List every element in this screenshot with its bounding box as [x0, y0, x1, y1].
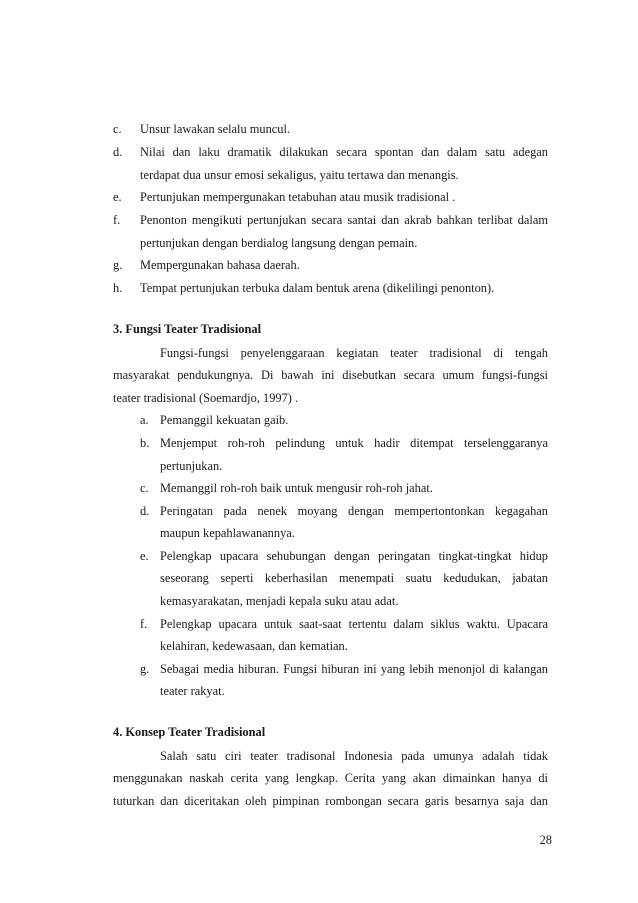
section-heading: 4. Konsep Teater Tradisional	[113, 725, 266, 739]
paragraph-line: tuturkan dan diceritakan oleh pimpinan rombongan secara garis besarnya saja dan	[113, 794, 548, 808]
list-item-text: pertunjukan dengan berdialog langsung dengan pemain.	[140, 236, 418, 250]
paragraph-line: masyarakat pendukungnya. Di bawah ini disebutkan secara umum fungsi-fungsi	[113, 368, 548, 382]
paragraph-line: Fungsi-fungsi penyelenggaraan kegiatan teater tradisional di tengah	[160, 346, 548, 360]
list-marker: c.	[113, 122, 122, 136]
list-item-text: terdapat dua unsur emosi sekaligus, yaitu tertawa dan menangis.	[140, 168, 459, 182]
list-item-text: Sebagai media hiburan. Fungsi hiburan ini yang lebih menonjol di kalangan	[160, 662, 548, 676]
paragraph-line: menggunakan naskah cerita yang lengkap. Cerita yang akan dimainkan hanya di	[113, 771, 548, 785]
list-item-text: Memanggil roh-roh baik untuk mengusir roh-roh jahat.	[160, 481, 433, 495]
list-marker: c.	[140, 481, 149, 495]
list-marker: d.	[113, 145, 123, 159]
list-marker: f.	[113, 213, 121, 227]
list-item-text: maupun kepahlawanannya.	[160, 526, 295, 540]
list-item-text: pertunjukan.	[160, 459, 223, 473]
list-item-text: Pemanggil kekuatan gaib.	[160, 413, 289, 427]
list-item-text: Peringatan pada nenek moyang dengan mempertontonkan kegagahan	[160, 504, 548, 518]
paragraph-line: Salah satu ciri teater tradisonal Indonesia pada umunya adalah tidak	[160, 749, 548, 763]
list-marker: h.	[113, 281, 123, 295]
list-marker: b.	[140, 436, 150, 450]
list-item-text: kemasyarakatan, menjadi kepala suku atau adat.	[160, 594, 399, 608]
list-item-text: Penonton mengikuti pertunjukan secara santai dan akrab bahkan terlibat dalam	[140, 213, 548, 227]
list-item-text: kelahiran, kedewasaan, dan kematian.	[160, 639, 348, 653]
section-heading: 3. Fungsi Teater Tradisional	[113, 322, 262, 336]
list-marker: e.	[113, 190, 122, 204]
list-item-text: Pelengkap upacara untuk saat-saat tertentu dalam siklus waktu. Upacara	[160, 617, 548, 631]
list-item-text: seseorang seperti keberhasilan menempati suatu kedudukan, jabatan	[160, 571, 548, 585]
list-item-text: Mempergunakan bahasa daerah.	[140, 258, 300, 272]
paragraph-line: teater tradisional (Soemardjo, 1997) .	[113, 391, 299, 405]
list-marker: a.	[140, 413, 149, 427]
page-number: 28	[539, 833, 552, 847]
list-item-text: teater rakyat.	[160, 684, 225, 698]
list-marker: g.	[140, 662, 150, 676]
list-item-text: Pelengkap upacara sehubungan dengan peringatan tingkat-tingkat hidup	[160, 549, 548, 563]
list-item-text: Tempat pertunjukan terbuka dalam bentuk arena (dikelilingi penonton).	[140, 281, 495, 295]
list-item-text: Nilai dan laku dramatik dilakukan secara spontan dan dalam satu adegan	[140, 145, 548, 159]
list-marker: f.	[140, 617, 148, 631]
list-item-text: Unsur lawakan selalu muncul.	[140, 122, 291, 136]
list-marker: g.	[113, 258, 123, 272]
list-item-text: Pertunjukan mempergunakan tetabuhan atau musik tradisional .	[140, 190, 456, 204]
list-marker: d.	[140, 504, 150, 518]
list-item-text: Menjemput roh-roh pelindung untuk hadir ditempat terselenggaranya	[160, 436, 548, 450]
list-marker: e.	[140, 549, 149, 563]
